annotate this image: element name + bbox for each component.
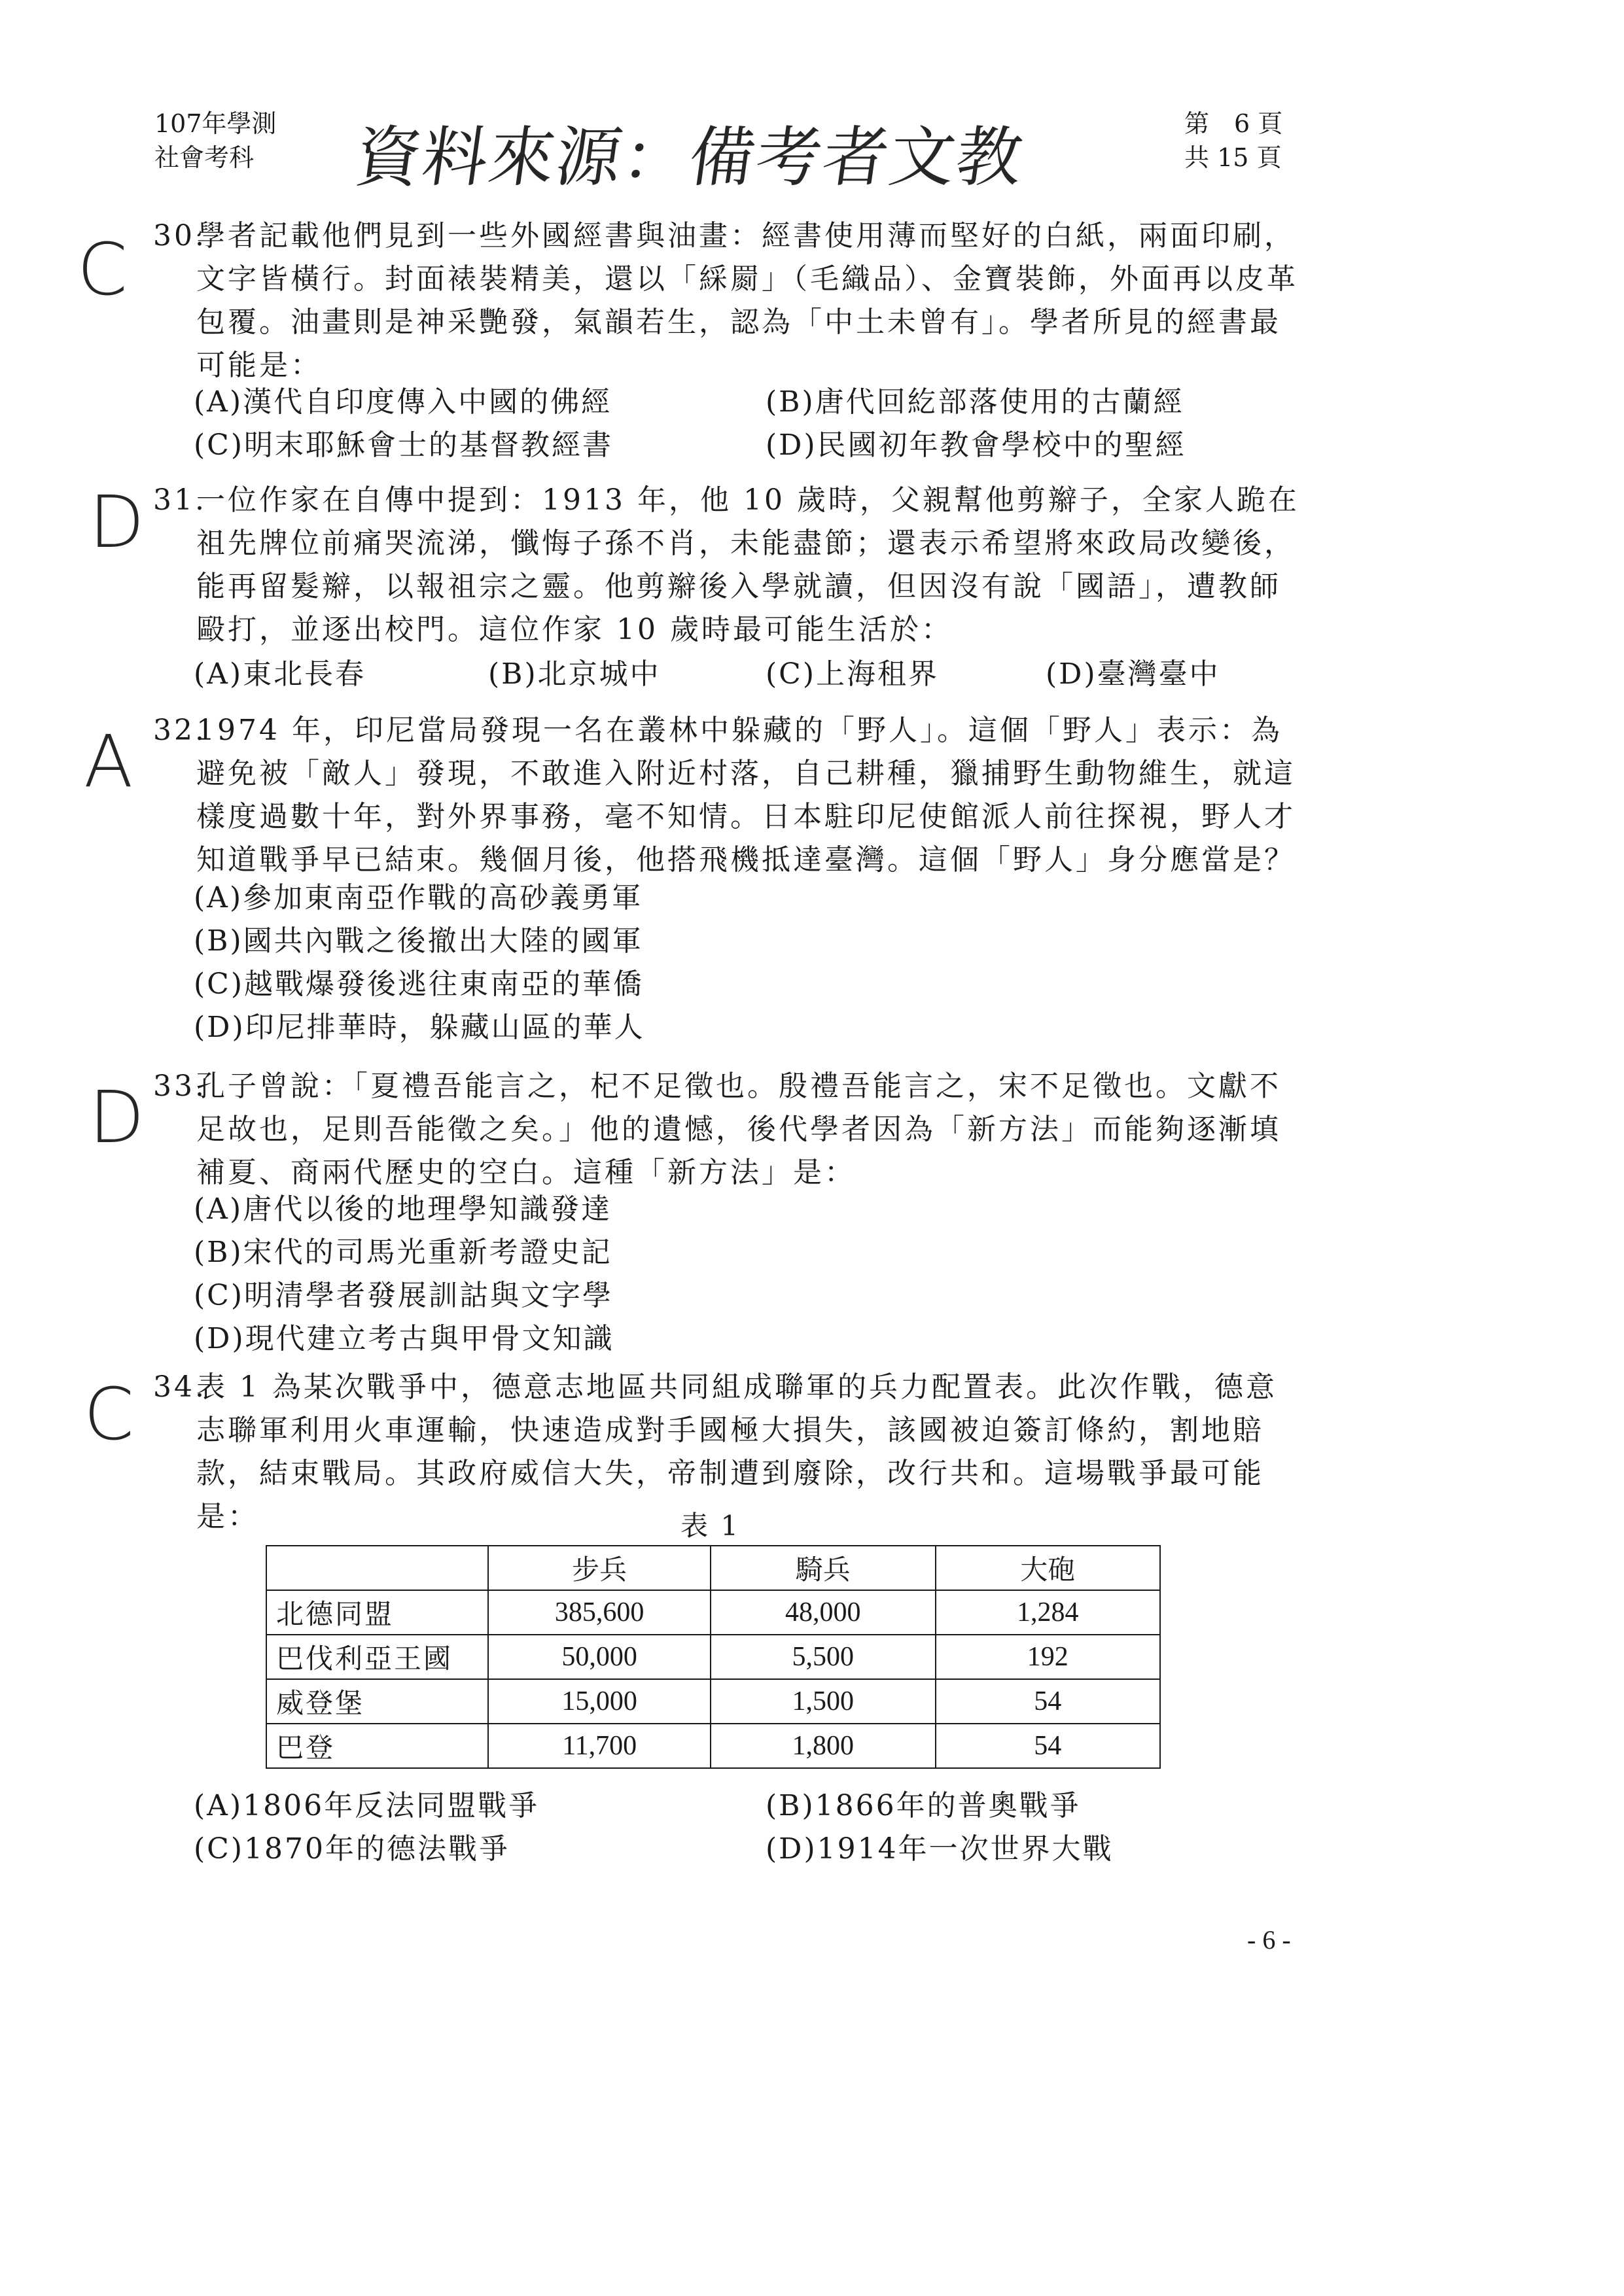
table-cell: 1,284 — [936, 1590, 1161, 1635]
table-row — [266, 1590, 1160, 1635]
option-q33-b: (B)宋代的司馬光重新考證史記 — [194, 1236, 612, 1269]
option-q30-a: (A)漢代自印度傳入中國的佛經 — [194, 385, 612, 419]
table-cell: 15,000 — [488, 1679, 711, 1724]
table-row — [266, 1635, 1160, 1679]
table-header-cell — [266, 1546, 488, 1590]
question-number-q31: 31. — [153, 483, 207, 517]
exam-title: 107年學測 — [154, 109, 277, 138]
table-row — [266, 1724, 1160, 1768]
option-q31-c: (C)上海租界 — [766, 657, 939, 691]
table-cell: 威登堡 — [266, 1679, 488, 1724]
option-q33-c: (C)明清學者發展訓詁與文字學 — [194, 1279, 613, 1312]
page-number: - 6 - — [1247, 1925, 1291, 1955]
answer-mark-q33: D — [89, 1075, 145, 1159]
table-cell: 巴伐利亞王國 — [266, 1635, 488, 1679]
table-header-cell: 騎兵 — [711, 1546, 936, 1590]
question-number-q30: 30. — [153, 219, 207, 252]
page-total: 共 15 頁 — [1184, 143, 1282, 172]
option-q32-a: (A)參加東南亞作戰的高砂義勇軍 — [194, 881, 643, 914]
option-q34-a: (A)1806年反法同盟戰爭 — [194, 1789, 540, 1822]
option-q32-c: (C)越戰爆發後逃往東南亞的華僑 — [194, 967, 644, 1001]
exam-subject: 社會考科 — [154, 143, 255, 172]
question-text-q30: 學者記載他們見到一些外國經書與油畫：經書使用薄而堅好的白紙，兩面印刷，文字皆橫行。封面裱裝精美，還以「綵罽」（毛織品）、金寶裝飾，外面再以皮革包覆。油畫則是神采艷發，氣韻若生，認為「中土未曾有」。學者所見的經書最可能是： — [196, 219, 1298, 382]
option-q34-d: (D)1914年一次世界大戰 — [766, 1832, 1114, 1866]
table-cell: 54 — [936, 1724, 1161, 1768]
question-number-q32: 32. — [153, 714, 207, 747]
option-q33-a: (A)唐代以後的地理學知識發達 — [194, 1192, 612, 1226]
option-q32-b: (B)國共內戰之後撤出大陸的國軍 — [194, 924, 643, 958]
option-q34-c: (C)1870年的德法戰爭 — [194, 1832, 510, 1866]
table-cell: 1,500 — [711, 1679, 936, 1724]
page-indicator: 第 6 頁 — [1184, 109, 1283, 138]
table-row — [266, 1679, 1160, 1724]
answer-mark-q30: C — [77, 228, 128, 311]
table-cell: 54 — [936, 1679, 1161, 1724]
table-cell: 5,500 — [711, 1635, 936, 1679]
answer-mark-q34: C — [84, 1372, 134, 1456]
table-cell: 48,000 — [711, 1590, 936, 1635]
answer-mark-q32: A — [84, 720, 133, 803]
option-q30-d: (D)民國初年教會學校中的聖經 — [766, 428, 1186, 462]
table-cell: 50,000 — [488, 1635, 711, 1679]
option-q31-d: (D)臺灣臺中 — [1046, 657, 1220, 691]
option-q30-c: (C)明末耶穌會士的基督教經書 — [194, 428, 613, 462]
option-q32-d: (D)印尼排華時，躲藏山區的華人 — [194, 1011, 645, 1044]
option-q31-b: (B)北京城中 — [488, 657, 661, 691]
table-cell: 192 — [936, 1635, 1161, 1679]
table-caption: 表 1 — [680, 1510, 741, 1542]
option-q33-d: (D)現代建立考古與甲骨文知識 — [194, 1322, 614, 1355]
table-cell: 385,600 — [488, 1590, 711, 1635]
question-text-q31: 一位作家在自傳中提到：1913 年，他 10 歲時，父親幫他剪辮子，全家人跪在祖先牌位前痛哭流涕，懺悔子孫不肖，未能盡節；還表示希望將來政局改變後，能再留髮辮，以報祖宗之靈。他剪辮後入學就讀，但因沒有說「國語」，遭教師毆打，並逐出校門。這位作家 10 歲時最可能生活於： — [196, 483, 1299, 646]
option-q31-a: (A)東北長春 — [194, 657, 366, 691]
table-header-cell: 大砲 — [936, 1546, 1161, 1590]
question-text-q34: 表 1 為某次戰爭中，德意志地區共同組成聯軍的兵力配置表。此次作戰，德意志聯軍利用火車運輸，快速造成對手國極大損失，該國被迫簽訂條約，割地賠款，結束戰局。其政府威信大失，帝制遭到廢除，改行共和。這場戰爭最可能是： — [196, 1370, 1277, 1533]
table-cell: 北德同盟 — [266, 1590, 488, 1635]
question-text-q32: 1974 年，印尼當局發現一名在叢林中躲藏的「野人」。這個「野人」表示：為避免被「敵人」發現，不敢進入附近村落，自己耕種，獵捕野生動物維生，就這樣度過數十年，對外界事務，毫不知情。日本駐印尼使館派人前往探視，野人才知道戰爭早已結束。幾個月後，他搭飛機抵達臺灣。這個「野人」身分應當是？ — [196, 714, 1296, 877]
answer-mark-q31: D — [89, 480, 145, 564]
forces-table — [266, 1545, 1161, 1769]
table-header-row — [266, 1546, 1160, 1590]
table-cell: 1,800 — [711, 1724, 936, 1768]
question-text-q33: 孔子曾說：「夏禮吾能言之，杞不足徵也。殷禮吾能言之，宋不足徵也。文獻不足故也，足則吾能徵之矣。」他的遺憾，後代學者因為「新方法」而能夠逐漸填補夏、商兩代歷史的空白。這種「新方法」是： — [196, 1070, 1281, 1189]
table-header-cell: 步兵 — [488, 1546, 711, 1590]
question-number-q34: 34. — [153, 1370, 207, 1404]
question-number-q33: 33. — [153, 1070, 207, 1103]
option-q34-b: (B)1866年的普奧戰爭 — [766, 1789, 1081, 1822]
table-cell: 11,700 — [488, 1724, 711, 1768]
handwritten-source-note: 資料來源：備考者文教 — [350, 119, 1029, 196]
option-q30-b: (B)唐代回紇部落使用的古蘭經 — [766, 385, 1184, 419]
table-cell: 巴登 — [266, 1724, 488, 1768]
